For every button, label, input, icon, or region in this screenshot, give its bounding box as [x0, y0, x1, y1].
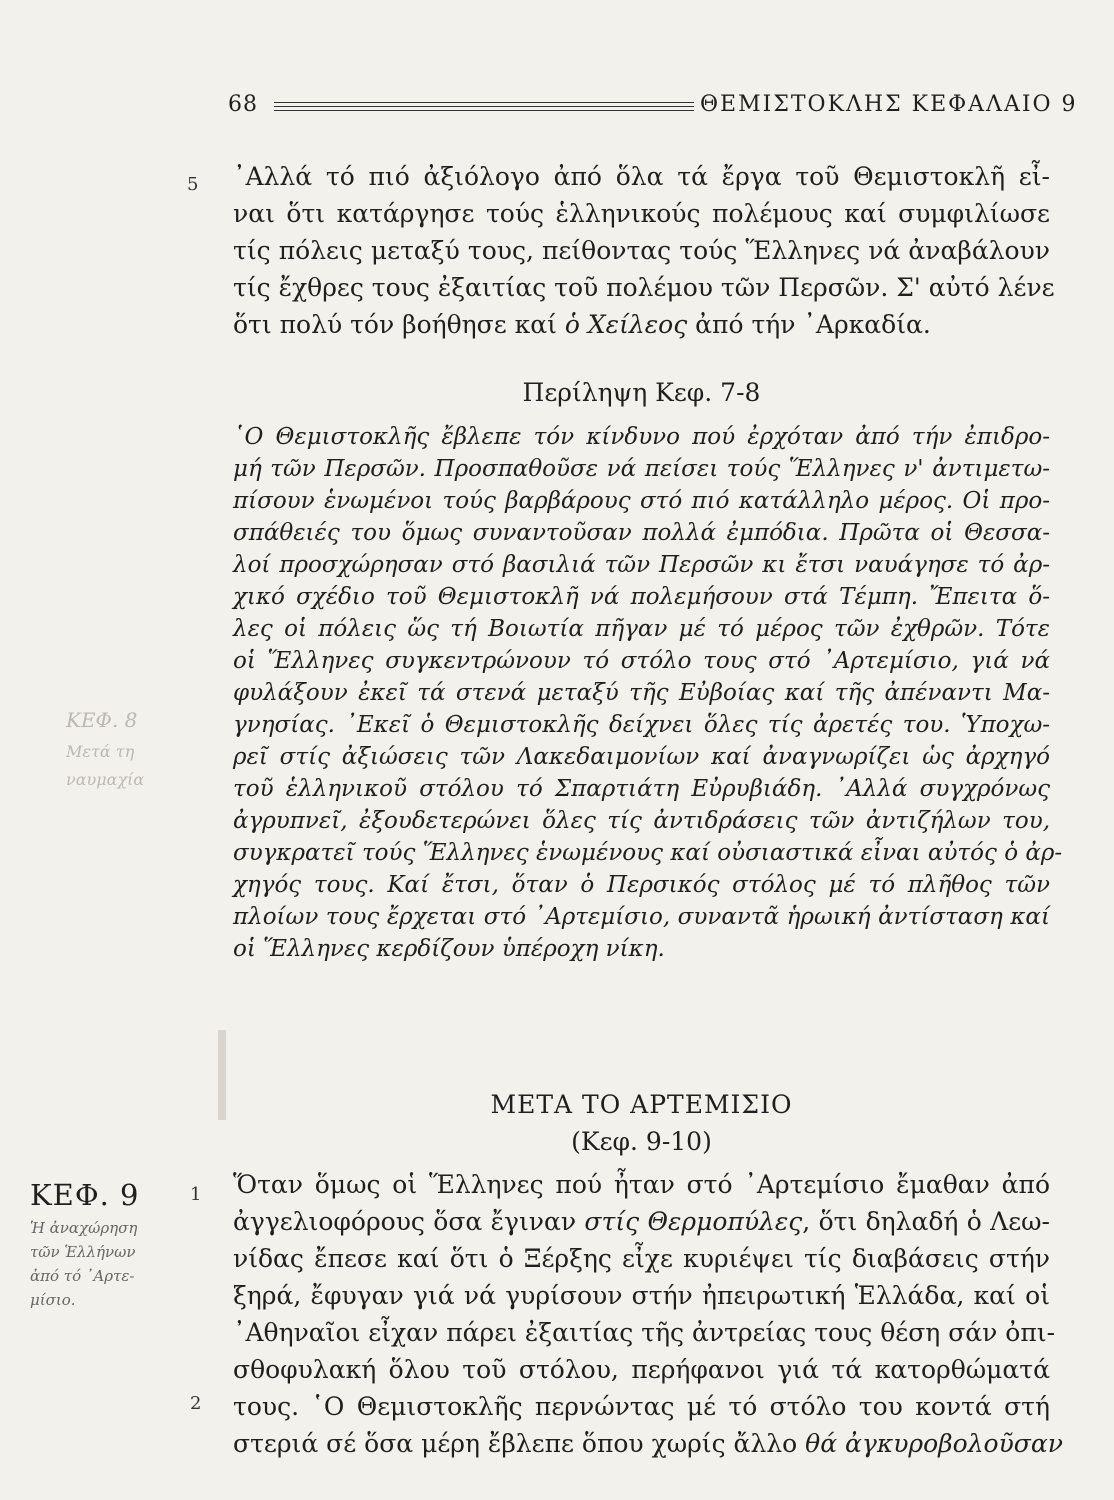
sidenote-line: ἀπό τό ᾿Αρτε-	[30, 1267, 135, 1285]
summary-line: μή τῶν Περσῶν. Προσπαθοῦσε νά πείσει τούς Ἕλληνες ν' ἀντιμετω-	[233, 456, 1050, 482]
body-line: ᾿Αθηναῖοι εἶχαν πάρει ἐξαιτίας τῆς ἀντρείας τους θέση σάν ὀπι-	[233, 1318, 1056, 1347]
summary-line-last: οἱ Ἕλληνες κερδίζουν ὑπέροχη νίκη.	[233, 936, 665, 962]
summary-line: φυλάξουν ἐκεῖ τά στενά μεταξύ τῆς Εὐβοίας καί τῆς ἀπέναντι Μα-	[233, 680, 1050, 706]
body-text: στεριά σέ ὅσα μέρη ἔβλεπε ὅπου χωρίς ἄλλο	[233, 1429, 806, 1458]
bleed-through-fragment: ναυμαχία	[66, 770, 145, 789]
body-line: Ὅταν ὅμως οἱ Ἕλληνες πού ἦταν στό ᾿Αρτεμίσιο ἔμαθαν ἀπό	[233, 1170, 1050, 1199]
summary-line: ἀγρυπνεῖ, ἐξουδετερώνει ὅλες τίς ἀντιδράσεις τῶν ἀντιζήλων του,	[233, 808, 1050, 834]
summary-line: ρεῖ στίς ἀξιώσεις τῶν Λακεδαιμονίων καί ἀναγνωρίζει ὡς ἀρχηγό	[233, 744, 1050, 770]
summary-line: τοῦ ἑλληνικοῦ στόλου τό Σπαρτιάτη Εὐρυβιάδη. ᾿Αλλά συγχρόνως	[233, 776, 1050, 802]
body-line: νίδας ἔπεσε καί ὅτι ὁ Ξέρξης εἶχε κυριέψει τίς διαβάσεις στήν	[233, 1244, 1050, 1273]
summary-line: γνησίας. ᾿Εκεῖ ὁ Θεμιστοκλῆς δείχνει ὅλες τίς ἀρετές του. Ὑποχω-	[233, 712, 1050, 738]
header-rule	[274, 106, 694, 107]
intro-line: ᾿Αλλά τό πιό ἀξιόλογο ἀπό ὅλα τά ἔργα τοῦ Θεμιστοκλῆ εἶ-	[233, 162, 1050, 191]
intro-text: ὅτι πολύ τόν βοήθησε καί	[233, 310, 565, 339]
intro-text: ἀπό τήν ᾿Αρκαδία.	[687, 310, 931, 339]
summary-line: συγκρατεῖ τούς Ἕλληνες ἑνωμένους καί οὐσιαστικά εἶναι αὐτός ὁ ἀρ-	[233, 840, 1063, 866]
sidenote-line: τῶν Ἑλλήνων	[30, 1243, 136, 1261]
body-line: τους. ῾Ο Θεμιστοκλῆς περνώντας μέ τό στόλο του κοντά στή	[233, 1392, 1050, 1421]
sidenote-line: Ἡ ἀναχώρηση	[30, 1219, 138, 1237]
header-rule	[274, 110, 694, 111]
running-header	[228, 92, 1078, 124]
sidenote-chapter: ΚΕΦ. 9	[30, 1178, 140, 1212]
summary-line: ῾Ο Θεμιστοκλῆς ἔβλεπε τόν κίνδυνο πού ἐρχόταν ἀπό τήν ἐπιδρο-	[233, 424, 1050, 450]
summary-line: πλοίων τους ἔρχεται στό ᾿Αρτεμίσιο, συναντᾶ ἡρωική ἀντίσταση καί	[233, 904, 1050, 930]
summary-line: λες οἱ πόλεις ὥς τή Βοιωτία πῆγαν μέ τό μέρος τῶν ἐχθρῶν. Τότε	[233, 616, 1050, 642]
header-rule	[274, 102, 694, 103]
bleed-through-smudge	[218, 1030, 226, 1120]
body-text: ἀγγελιοφόρους ὅσα ἔγιναν	[233, 1207, 585, 1236]
body-line: σθοφυλακή ὅλου τοῦ στόλου, περήφανοι γιά τά κατορθώματά	[233, 1355, 1050, 1384]
summary-line: οἱ Ἕλληνες συγκεντρώνουν τό στόλο τους στό ᾿Αρτεμίσιο, γιά νά	[233, 648, 1050, 674]
margin-line-number: 5	[187, 174, 199, 195]
section-subtitle: (Κεφ. 9-10)	[571, 1127, 712, 1156]
body-line	[233, 1429, 1063, 1458]
margin-line-number: 1	[190, 1184, 202, 1205]
summary-line: πίσουν ἑνωμένοι τούς βαρβάρους στό πιό κατάλληλο μέρος. Οἱ προ-	[233, 488, 1050, 514]
intro-line: τίς πόλεις μεταξύ τους, πείθοντας τούς Ἕλληνες νά ἀναβάλουν	[233, 236, 1050, 265]
intro-line: ναι ὅτι κατάργησε τούς ἑλληνικούς πολέμους καί συμφιλίωσε	[233, 199, 1050, 228]
section-title: ΜΕΤΑ ΤΟ ΑΡΤΕΜΙΣΙΟ	[490, 1090, 793, 1119]
bleed-through-fragment: Μετά τη	[66, 742, 135, 761]
body-italic-place: στίς Θερμοπύλες	[584, 1207, 803, 1236]
intro-line-last	[233, 310, 931, 339]
bleed-through-fragment: ΚΕΦ. 8	[66, 708, 138, 732]
body-line: ξηρά, ἔφυγαν γιά νά γυρίσουν στήν ἠπειρωτική Ἑλλάδα, καί οἱ	[233, 1281, 1050, 1310]
margin-line-number: 2	[190, 1393, 202, 1414]
intro-italic-name: ὁ Χείλεος	[564, 310, 688, 339]
page-number: 68	[228, 92, 258, 117]
summary-line: λοί προσχώρησαν στό βασιλιά τῶν Περσῶν κι ἔτσι ναυάγησε τό ἀρ-	[233, 552, 1050, 578]
intro-line: τίς ἔχθρες τους ἐξαιτίας τοῦ πολέμου τῶν Περσῶν. Σ' αὐτό λένε	[233, 273, 1055, 302]
summary-line: χηγός τους. Καί ἔτσι, ὅταν ὁ Περσικός στόλος μέ τό πλῆθος τῶν	[233, 872, 1050, 898]
body-text: , ὅτι δηλαδή ὁ Λεω-	[802, 1207, 1050, 1236]
summary-heading: Περίληψη Κεφ. 7-8	[522, 378, 761, 407]
summary-line: σπάθειές του ὅμως συναντοῦσαν πολλά ἐμπόδια. Πρῶτα οἱ Θεσσα-	[233, 520, 1050, 546]
summary-line: χικό σχέδιο τοῦ Θεμιστοκλῆ νά πολεμήσουν στά Τέμπη. Ἔπειτα ὅ-	[233, 584, 1050, 610]
body-line	[233, 1207, 1050, 1236]
sidenote-line: μίσιο.	[30, 1291, 76, 1309]
running-title: ΘΕΜΙΣΤΟΚΛΗΣ ΚΕΦΑΛΑΙΟ 9	[700, 92, 1078, 117]
body-italic-phrase: θά ἀγκυροβολοῦσαν	[805, 1429, 1063, 1458]
